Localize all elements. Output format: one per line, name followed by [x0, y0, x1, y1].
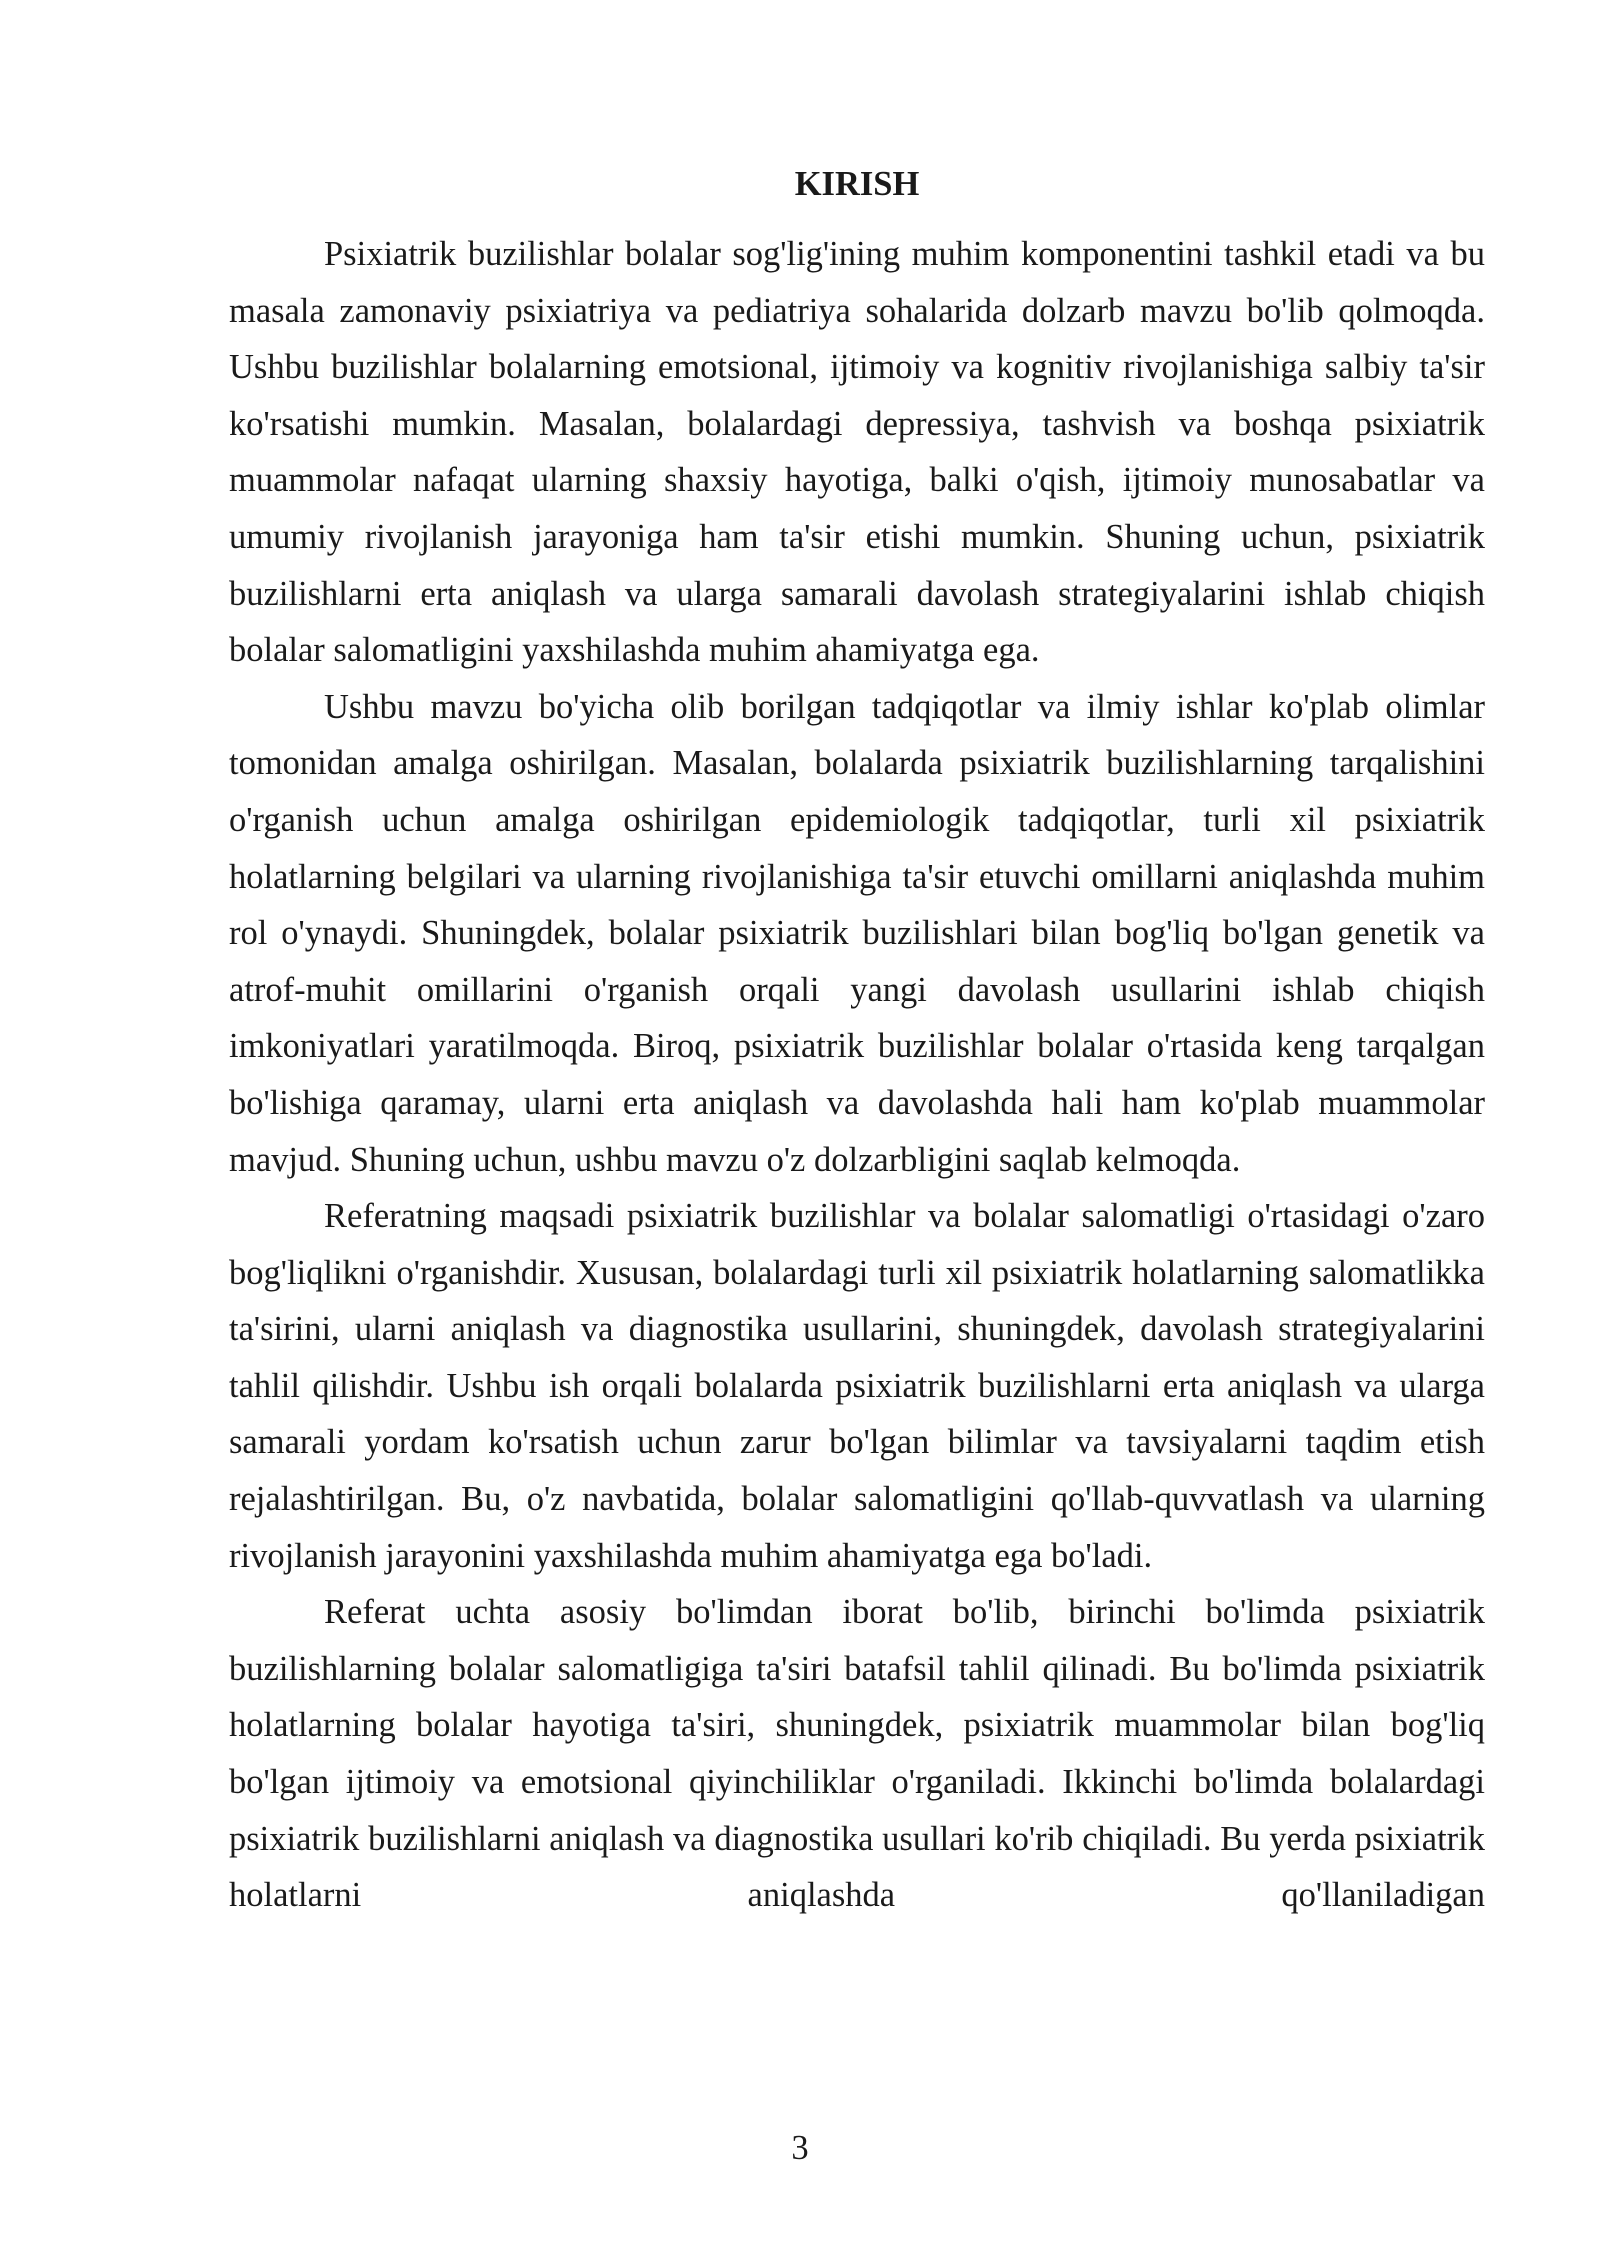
section-title: KIRISH [794, 165, 920, 203]
paragraph-3: Referatning maqsadi psixiatrik buzilishlar va bolalar salomatligi o'rtasidagi o'zaro bog'liqlikni o'rganishdir. Xususan, bolalardagi turli xil psixiatrik holatlarning salomatlikka ta'sirini, ularni aniqlash va diagnostika usullarini, shuningdek, davolash strategiyalarini tahlil qilishdir. Ushbu ish orqali bolalarda psixiatrik buzilishlarni erta aniqlash va ularga samarali yordam ko'rsatish uchun zarur bo'lgan bilimlar va tavsiyalarni taqdim etish rejalashtirilgan. Bu, o'z navbatida, bolalar salomatligini qo'llab-quvvatlash va ularning rivojlanish jarayonini yaxshilashda muhim ahamiyatga ega bo'ladi. [229, 1197, 1485, 1575]
paragraph-1: Psixiatrik buzilishlar bolalar sog'lig'ining muhim komponentini tashkil etadi va bu masala zamonaviy psixiatriya va pediatriya sohalarida dolzarb mavzu bo'lib qolmoqda. Ushbu buzilishlar bolalarning emotsional, ijtimoiy va kognitiv rivojlanishiga salbiy ta'sir ko'rsatishi mumkin. Masalan, bolalardagi depressiya, tashvish va boshqa psixiatrik muammolar nafaqat ularning shaxsiy hayotiga, balki o'qish, ijtimoiy munosabatlar va umumiy rivojlanish jarayoniga ham ta'sir etishi mumkin. Shuning uchun, psixiatrik buzilishlarni erta aniqlash va ularga samarali davolash strategiyalarini ishlab chiqish bolalar salomatligini yaxshilashda muhim ahamiyatga ega. [229, 235, 1485, 670]
page-content [229, 150, 1485, 1924]
page-number: 3 [791, 2129, 809, 2167]
paragraph-4: Referat uchta asosiy bo'limdan iborat bo'lib, birinchi bo'limda psixiatrik buzilishlarning bolalar salomatligiga ta'siri batafsil tahlil qilinadi. Bu bo'limda psixiatrik holatlarning bolalar hayotiga ta'siri, shuningdek, psixiatrik muammolar bilan bog'liq bo'lgan ijtimoiy va emotsional qiyinchiliklar o'rganiladi. Ikkinchi bo'limda bolalardagi psixiatrik buzilishlarni aniqlash va diagnostika usullari ko'rib chiqiladi. Bu yerda psixiatrik holatlarni aniqlashda qo'llaniladigan [229, 1593, 1485, 1915]
paragraph-2: Ushbu mavzu bo'yicha olib borilgan tadqiqotlar va ilmiy ishlar ko'plab olimlar tomonidan amalga oshirilgan. Masalan, bolalarda psixiatrik buzilishlarning tarqalishini o'rganish uchun amalga oshirilgan epidemiologik tadqiqotlar, turli xil psixiatrik holatlarning belgilari va ularning rivojlanishiga ta'sir etuvchi omillarni aniqlashda muhim rol o'ynaydi. Shuningdek, bolalar psixiatrik buzilishlari bilan bog'liq bo'lgan genetik va atrof-muhit omillarini o'rganish orqali yangi davolash usullarini ishlab chiqish imkoniyatlari yaratilmoqda. Biroq, psixiatrik buzilishlar bolalar o'rtasida keng tarqalgan bo'lishiga qaramay, ularni erta aniqlash va davolashda hali ham ko'plab muammolar mavjud. Shuning uchun, ushbu mavzu o'z dolzarbligini saqlab kelmoqda. [229, 687, 1485, 1179]
